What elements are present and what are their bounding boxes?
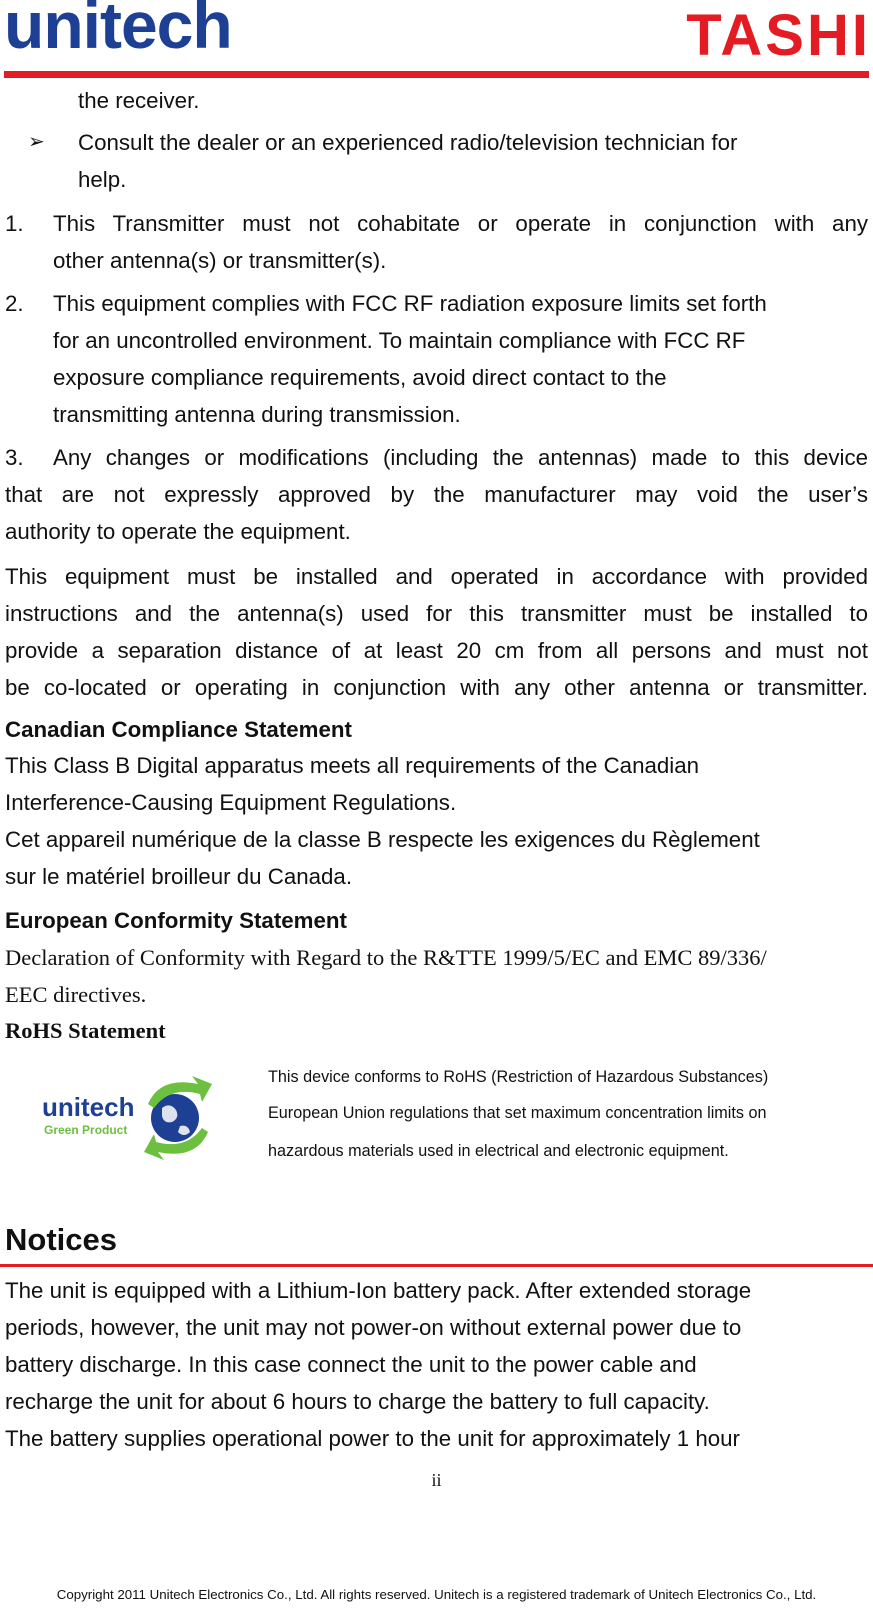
copyright-notice: Copyright 2011 Unitech Electronics Co., Ltd. All rights reserved. Unitech is a registered trademark of Unitech Electronics Co., Ltd. [56,1587,817,1602]
paragraph-line: Interference-Causing Equipment Regulations. [5,790,457,815]
list-item-text: that are not expressly approved by the manufacturer may void the user’s [5,482,868,507]
paragraph-line: The battery supplies operational power to the unit for approximately 1 hour [5,1426,740,1451]
paragraph-line: This Class B Digital apparatus meets all requirements of the Canadian [5,753,700,778]
paragraph-line: Declaration of Conformity with Regard to the R&TTE 1999/5/EC and EMC 89/336/ [5,945,767,970]
notices-heading: Notices [5,1222,117,1257]
arrow-bullet-icon: ➢ [28,131,45,153]
list-number: 1. [5,211,24,236]
paragraph-line: sur le matériel broilleur du Canada. [5,864,353,889]
paragraph-line: provide a separation distance of at least 20 cm from all persons and must not [5,638,868,663]
bullet-text: Consult the dealer or an experienced radio/television technician for [78,130,738,155]
notices-divider [0,1264,873,1267]
paragraph-line: EEC directives. [5,982,147,1007]
paragraph-line: The unit is equipped with a Lithium-Ion battery pack. After extended storage [5,1278,752,1303]
rohs-text-line: This device conforms to RoHS (Restriction of Hazardous Substances) [268,1068,769,1086]
canadian-heading: Canadian Compliance Statement [5,717,352,742]
list-item-text: Any changes or modifications (including the antennas) made to this device [53,445,868,470]
list-item-text: authority to operate the equipment. [5,519,351,544]
tashi-logo: TASHI [686,3,871,68]
list-item-text: other antenna(s) or transmitter(s). [53,248,387,273]
rohs-text-line: hazardous materials used in electrical and electronic equipment. [268,1142,729,1160]
paragraph-line: recharge the unit for about 6 hours to charge the battery to full capacity. [5,1389,710,1414]
unitech-green-product-logo [40,1074,226,1162]
continued-line: the receiver. [78,88,200,113]
list-item-text: for an uncontrolled environment. To maintain compliance with FCC RF [53,328,746,353]
rohs-text-line: European Union regulations that set maximum concentration limits on [268,1104,767,1122]
list-number: 3. [5,445,24,470]
paragraph-line: This equipment must be installed and operated in accordance with provided [5,564,868,589]
paragraph-line: battery discharge. In this case connect the unit to the power cable and [5,1352,697,1377]
paragraph-line: instructions and the antenna(s) used for this transmitter must be installed to [5,601,868,626]
recycle-globe-icon [40,1074,226,1162]
unitech-logo: unitech [4,0,232,62]
header-divider [4,71,869,78]
european-heading: European Conformity Statement [5,908,347,933]
paragraph-line: be co-located or operating in conjunction with any other antenna or transmitter. [5,675,868,700]
paragraph-line: periods, however, the unit may not power-on without external power due to [5,1315,742,1340]
rohs-heading: RoHS Statement [5,1018,166,1043]
list-item-text: This Transmitter must not cohabitate or operate in conjunction with any [53,211,868,236]
list-number: 2. [5,291,24,316]
logo-subtitle: Green Product [44,1123,128,1137]
paragraph-line: Cet appareil numérique de la classe B respecte les exigences du Règlement [5,827,760,852]
page-number: ii [431,1470,442,1490]
logo-wordmark: unitech [42,1092,135,1122]
bullet-text: help. [78,167,127,192]
list-item-text: exposure compliance requirements, avoid direct contact to the [53,365,667,390]
list-item-text: This equipment complies with FCC RF radiation exposure limits set forth [53,291,767,316]
list-item-text: transmitting antenna during transmission. [53,402,461,427]
